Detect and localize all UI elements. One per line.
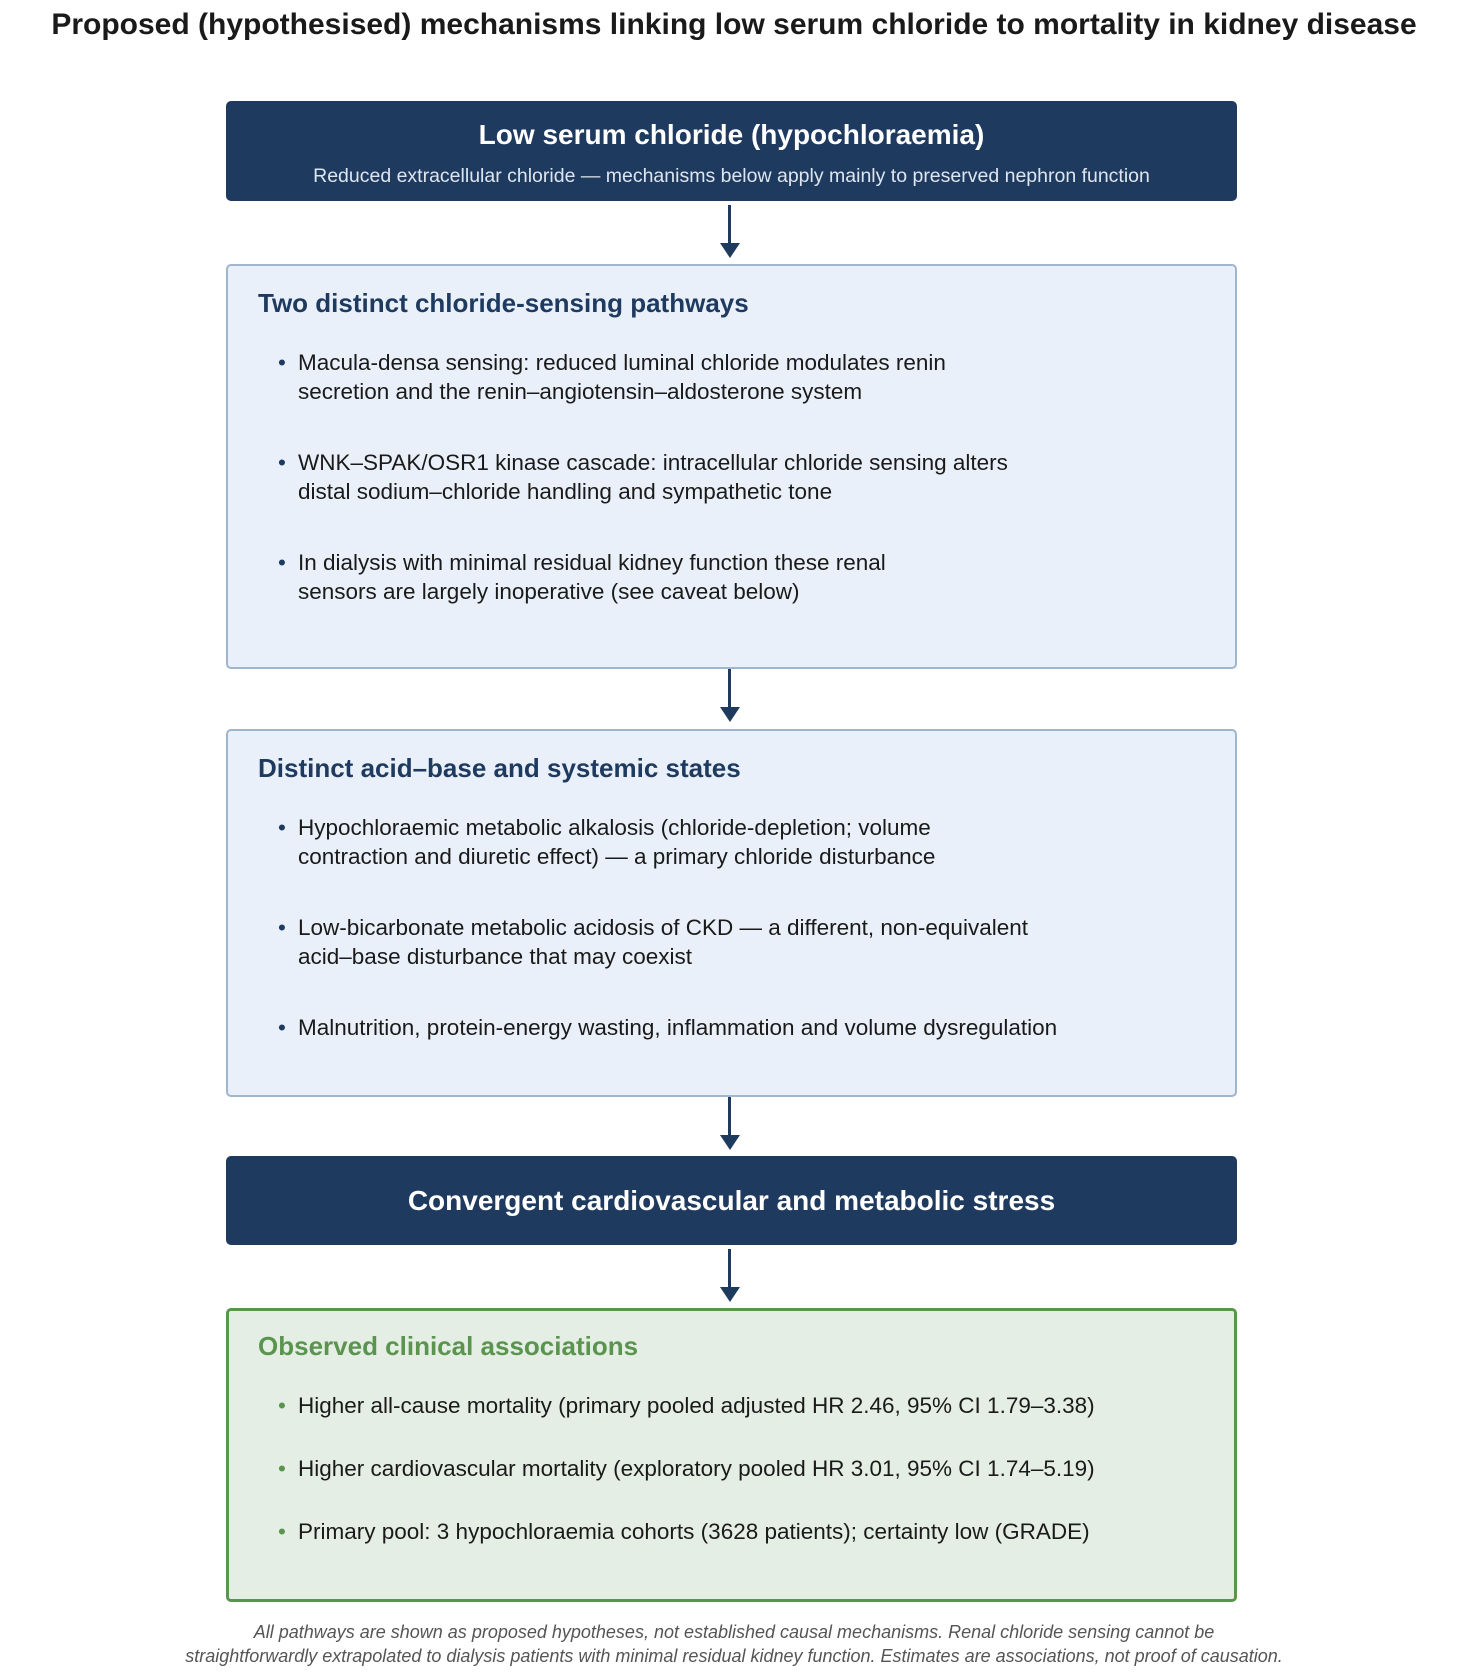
list-item: Low-bicarbonate metabolic acidosis of CKD — a different, non-equivalent acid–base disturbance that may coexist: [298, 915, 1028, 969]
bullet-marker: •: [278, 450, 286, 475]
sensing-pathways-box: [226, 264, 1237, 669]
page-title: Proposed (hypothesised) mechanisms linking low serum chloride to mortality in kidney disease: [51, 8, 1417, 41]
flow-arrow-3: [720, 1097, 740, 1151]
convergent-stress-box: [226, 1156, 1237, 1245]
clinical-associations-box: [226, 1308, 1237, 1602]
convergent-stress-heading: Convergent cardiovascular and metabolic stress: [407, 1185, 1056, 1216]
bullet-marker: •: [278, 815, 286, 840]
hypochloraemia-box: [226, 101, 1237, 201]
acid-base-states-box: [226, 729, 1237, 1097]
flow-arrow-1: [720, 205, 740, 258]
list-item: Primary pool: 3 hypochloraemia cohorts (3628 patients); certainty low (GRADE): [298, 1519, 1090, 1544]
bullet-marker: •: [278, 1519, 286, 1544]
flow-arrow-2: [720, 669, 740, 723]
list-item: Higher cardiovascular mortality (exploratory pooled HR 3.01, 95% CI 1.74–5.19): [298, 1456, 1095, 1481]
clinical-associations-heading: Observed clinical associations: [258, 1331, 639, 1361]
list-item: Higher all-cause mortality (primary pooled adjusted HR 2.46, 95% CI 1.79–3.38): [298, 1393, 1095, 1418]
bullet-marker: •: [278, 915, 286, 940]
bullet-marker: •: [278, 1456, 286, 1481]
bullet-marker: •: [278, 550, 286, 575]
list-item: Macula-densa sensing: reduced luminal chloride modulates renin secretion and the renin–angiotensin–aldosterone system: [298, 350, 946, 404]
bullet-marker: •: [278, 350, 286, 375]
bullet-marker: •: [278, 1393, 286, 1418]
acid-base-states-heading: Distinct acid–base and systemic states: [258, 753, 741, 783]
list-item: Malnutrition, protein-energy wasting, inflammation and volume dysregulation: [298, 1015, 1058, 1040]
flow-arrow-4: [720, 1249, 740, 1303]
footnote: All pathways are shown as proposed hypotheses, not established causal mechanisms. Renal chloride sensing cannot be straightforwardly extrapolated to dialysis patients with minimal residual kidney function. Estimates are associations, not proof of causation.: [185, 1622, 1283, 1666]
list-item: Hypochloraemic metabolic alkalosis (chloride-depletion; volume contraction and diuretic effect) — a primary chloride disturbance: [298, 815, 936, 869]
hypochloraemia-subheading: Reduced extracellular chloride — mechanisms below apply mainly to preserved nephron function: [313, 165, 1150, 187]
sensing-pathways-heading: Two distinct chloride-sensing pathways: [258, 288, 749, 318]
bullet-marker: •: [278, 1015, 286, 1040]
hypochloraemia-heading: Low serum chloride (hypochloraemia): [478, 119, 985, 150]
list-item: In dialysis with minimal residual kidney function these renal sensors are largely inoperative (see caveat below): [298, 550, 886, 604]
list-item: WNK–SPAK/OSR1 kinase cascade: intracellular chloride sensing alters distal sodium–chloride handling and sympathetic tone: [298, 450, 1008, 504]
